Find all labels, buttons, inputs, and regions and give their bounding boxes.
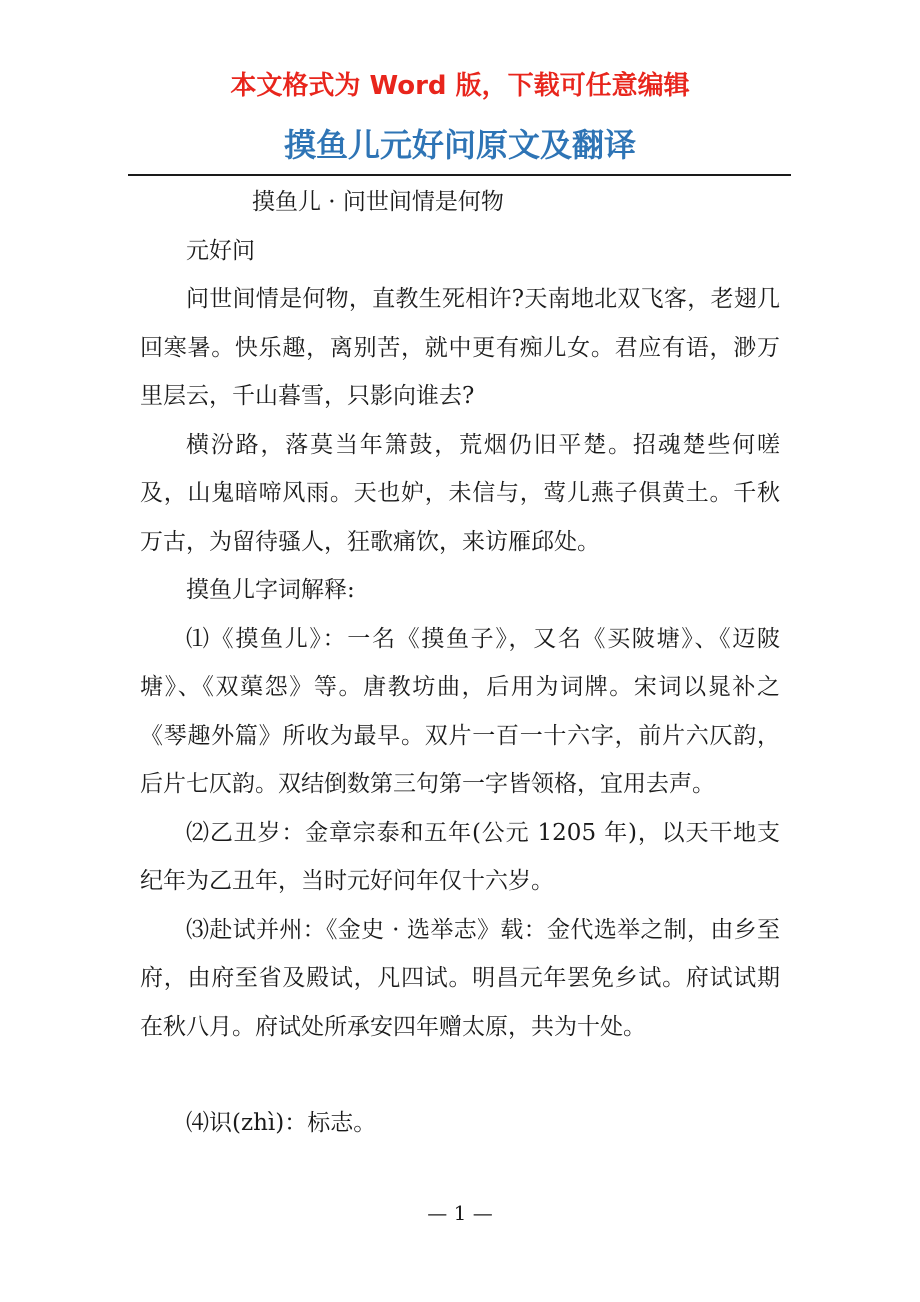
poem-stanza-1: 问世间情是何物，直教生死相许?天南地北双飞客，老翅几回寒暑。快乐趣，离别苦，就中更有痴儿女。君应有语，渺万里层云，千山暮雪，只影向谁去? [140,286,780,409]
format-notice-banner: 本文格式为 Word 版，下载可任意编辑 [230,71,690,101]
title-divider [128,174,791,176]
document-title: 摸鱼儿元好问原文及翻译 [283,126,636,164]
document-body [140,178,780,1148]
note-item-2: ⑵乙丑岁：金章宗泰和五年(公元 1205 年)，以天干地支纪年为乙丑年，当时元好问年仅十六岁。 [140,819,780,894]
notes-heading: 摸鱼儿字词解释: [186,577,355,603]
poem-title: 摸鱼儿 · 问世间情是何物 [252,189,504,215]
poem-author: 元好问 [186,237,255,264]
page-number: — 1 — [427,1201,493,1225]
note-item-3: ⑶赴试并州：《金史 · 选举志》载：金代选举之制，由乡至府，由府至省及殿试，凡四试。明昌元年罢免乡试。府试试期在秋八月。府试处所承安四年赠太原，共为十处。 [140,916,780,1040]
note-item-1: ⑴《摸鱼儿》：一名《摸鱼子》，又名《买陂塘》、《迈陂塘》、《双蕖怨》等。唐教坊曲，后用为词牌。宋词以晁补之《琴趣外篇》所收为最早。双片一百一十六字，前片六仄韵，后片七仄韵。双结倒数第三句第一字皆领格，宜用去声。 [140,625,780,797]
poem-stanza-2: 横汾路，落莫当年箫鼓，荒烟仍旧平楚。招魂楚些何嗟及，山鬼暗啼风雨。天也妒，未信与，莺儿燕子俱黄土。千秋万古，为留待骚人，狂歌痛饮，来访雁邱处。 [140,431,780,555]
note-item-4: ⑷识(zhì)：标志。 [186,1110,377,1136]
